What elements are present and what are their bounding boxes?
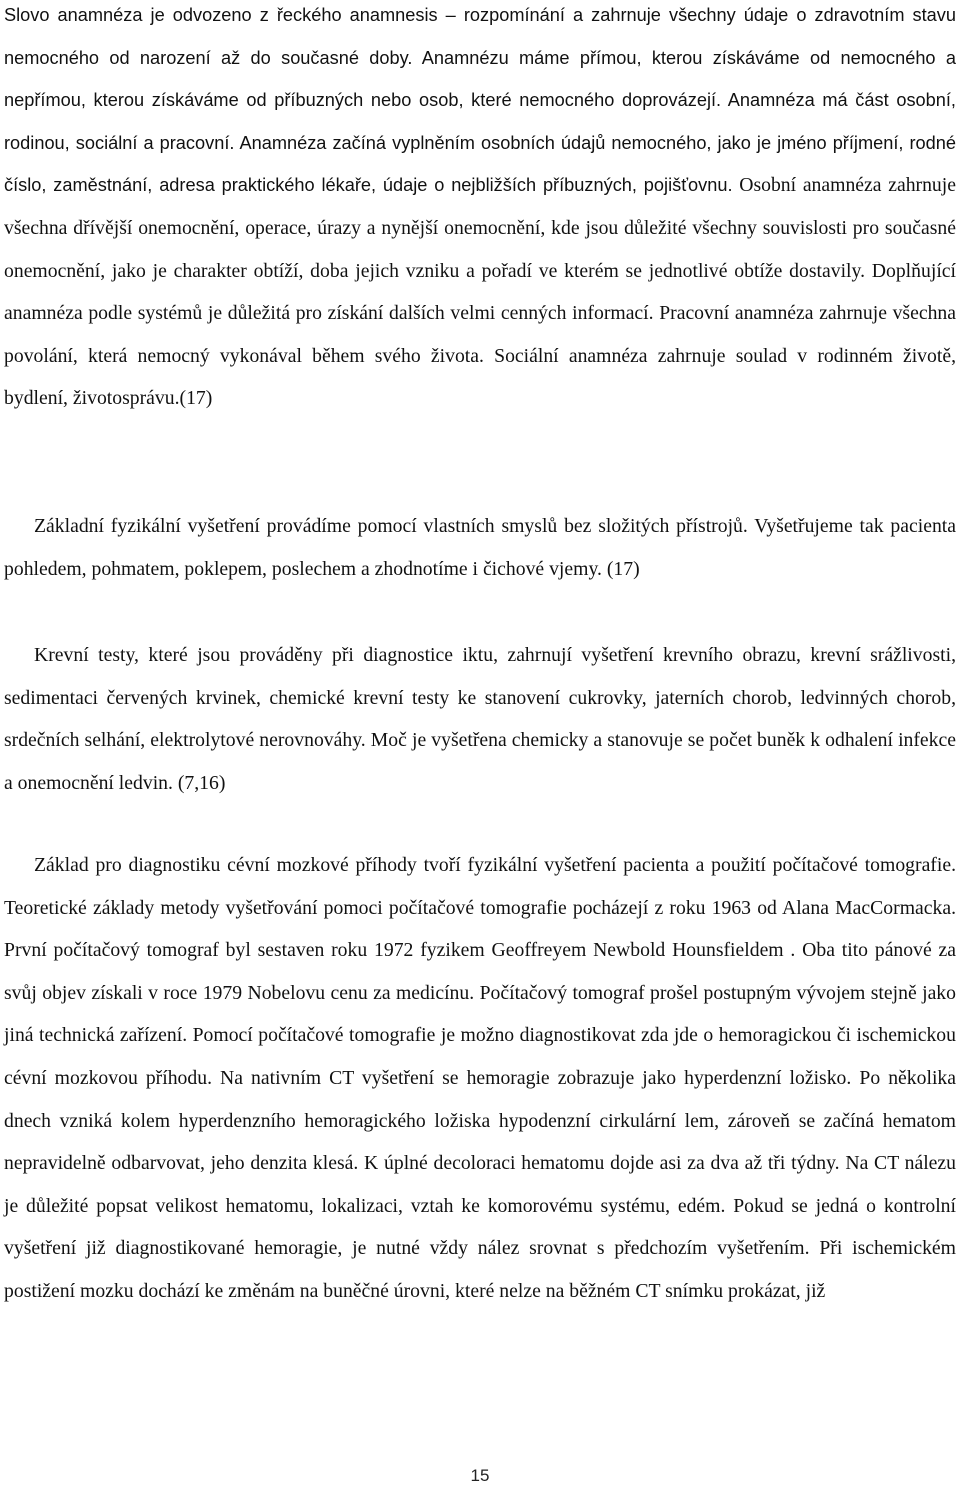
paragraph-ct-diagnostics: Základ pro diagnostiku cévní mozkové příhody tvoří fyzikální vyšetření pacienta a použití počítačové tomografie. Teoretické základy metody vyšetřování pomoci počítačové tomografie pocházejí z roku 1963 od Alana MacCormacka. První počítačový tomograf byl sestaven roku 1972 fyzikem Geoffreyem Newbold Hounsfieldem . Oba tito pánové za svůj objev získali v roce 1979 Nobelovu cenu za medicínu. Počítačový tomograf prošel postupným vývojem stejně jako jiná technická zařízení. Pomocí počítačové tomografie je možno diagnostikovat zda jde o hemoragickou či ischemickou cévní mozkovou příhodu. Na nativním CT vyšetření se hemoragie zobrazuje jako hyperdenzní ložisko. Po několika dnech vzniká kolem hyperdenzního hemoragického ložiska hypodenzní cirkulární lem, zároveň se začíná hematom nepravidelně odbarvovat, jeho denzita klesá. K úplné decoloraci hematomu dojde asi za dva až tři týdny. Na CT nálezu je důležité popsat velikost hematomu, lokalizaci, vztah ke komorovému systému, edém. Pokud se jedná o kontrolní vyšetření již diagnostikované hemoragie, je nutné vždy nález srovnat s předchozím vyšetřením. Při ischemickém postižení mozku dochází ke změnám na buněčné úrovni, které nelze na běžném CT snímku prokázat, již — [4, 854, 956, 1302]
paragraph-anamnesis-personal: Osobní anamnéza zahrnuje všechna dřívější onemocnění, operace, úrazy a nynější onemocnění, kde jsou důležité všechny souvislosti pro současné onemocnění, jako je charakter obtíží, doba jejich vzniku a pořadí ve kterém se jednotlivé obtíže dostavily. Doplňující anamnéza podle systémů je důležitá pro získání dalších velmi cenných informací. Pracovní anamnéza zahrnuje všechna povolání, která nemocný vykonával během svého života. Sociální anamnéza zahrnuje soulad v rodinném životě, bydlení, životosprávu.(17) — [4, 174, 956, 410]
page-number: 15 — [470, 1466, 490, 1485]
paragraph-anamnesis — [4, 0, 956, 420]
paragraph-blood-tests: Krevní testy, které jsou prováděny při diagnostice iktu, zahrnují vyšetření krevního obrazu, krevní srážlivosti, sedimentaci červených krvinek, chemické krevní testy ke stanovení cukrovky, jaterních chorob, ledvinných chorob, srdečních selhání, elektrolytové nerovnováhy. Moč je vyšetřena chemicky a stanovuje se počet buněk k odhalení infekce a onemocnění ledvin. (7,16) — [4, 644, 956, 794]
paragraph-physical-exam: Základní fyzikální vyšetření provádíme pomocí vlastních smyslů bez složitých přístrojů. Vyšetřujeme tak pacienta pohledem, pohmatem, poklepem, poslechem a zhodnotíme i čichové vjemy. (17) — [4, 515, 956, 580]
paragraph-anamnesis-intro: Slovo anamnéza je odvozeno z řeckého anamnesis – rozpomínání a zahrnuje všechny údaje o zdravotním stavu nemocného od narození až do současné doby. Anamnézu máme přímou, kterou získáváme od nemocného a nepřímou, kterou získáváme od příbuzných nebo osob, které nemocného doprovázejí. Anamnéza má část osobní, rodinou, sociální a pracovní. Anamnéza začíná vyplněním osobních údajů nemocného, jako je jméno příjmení, rodné číslo, zaměstnání, adresa praktického lékaře, údaje o nejbližších příbuzných, pojišťovnu. — [4, 5, 956, 196]
